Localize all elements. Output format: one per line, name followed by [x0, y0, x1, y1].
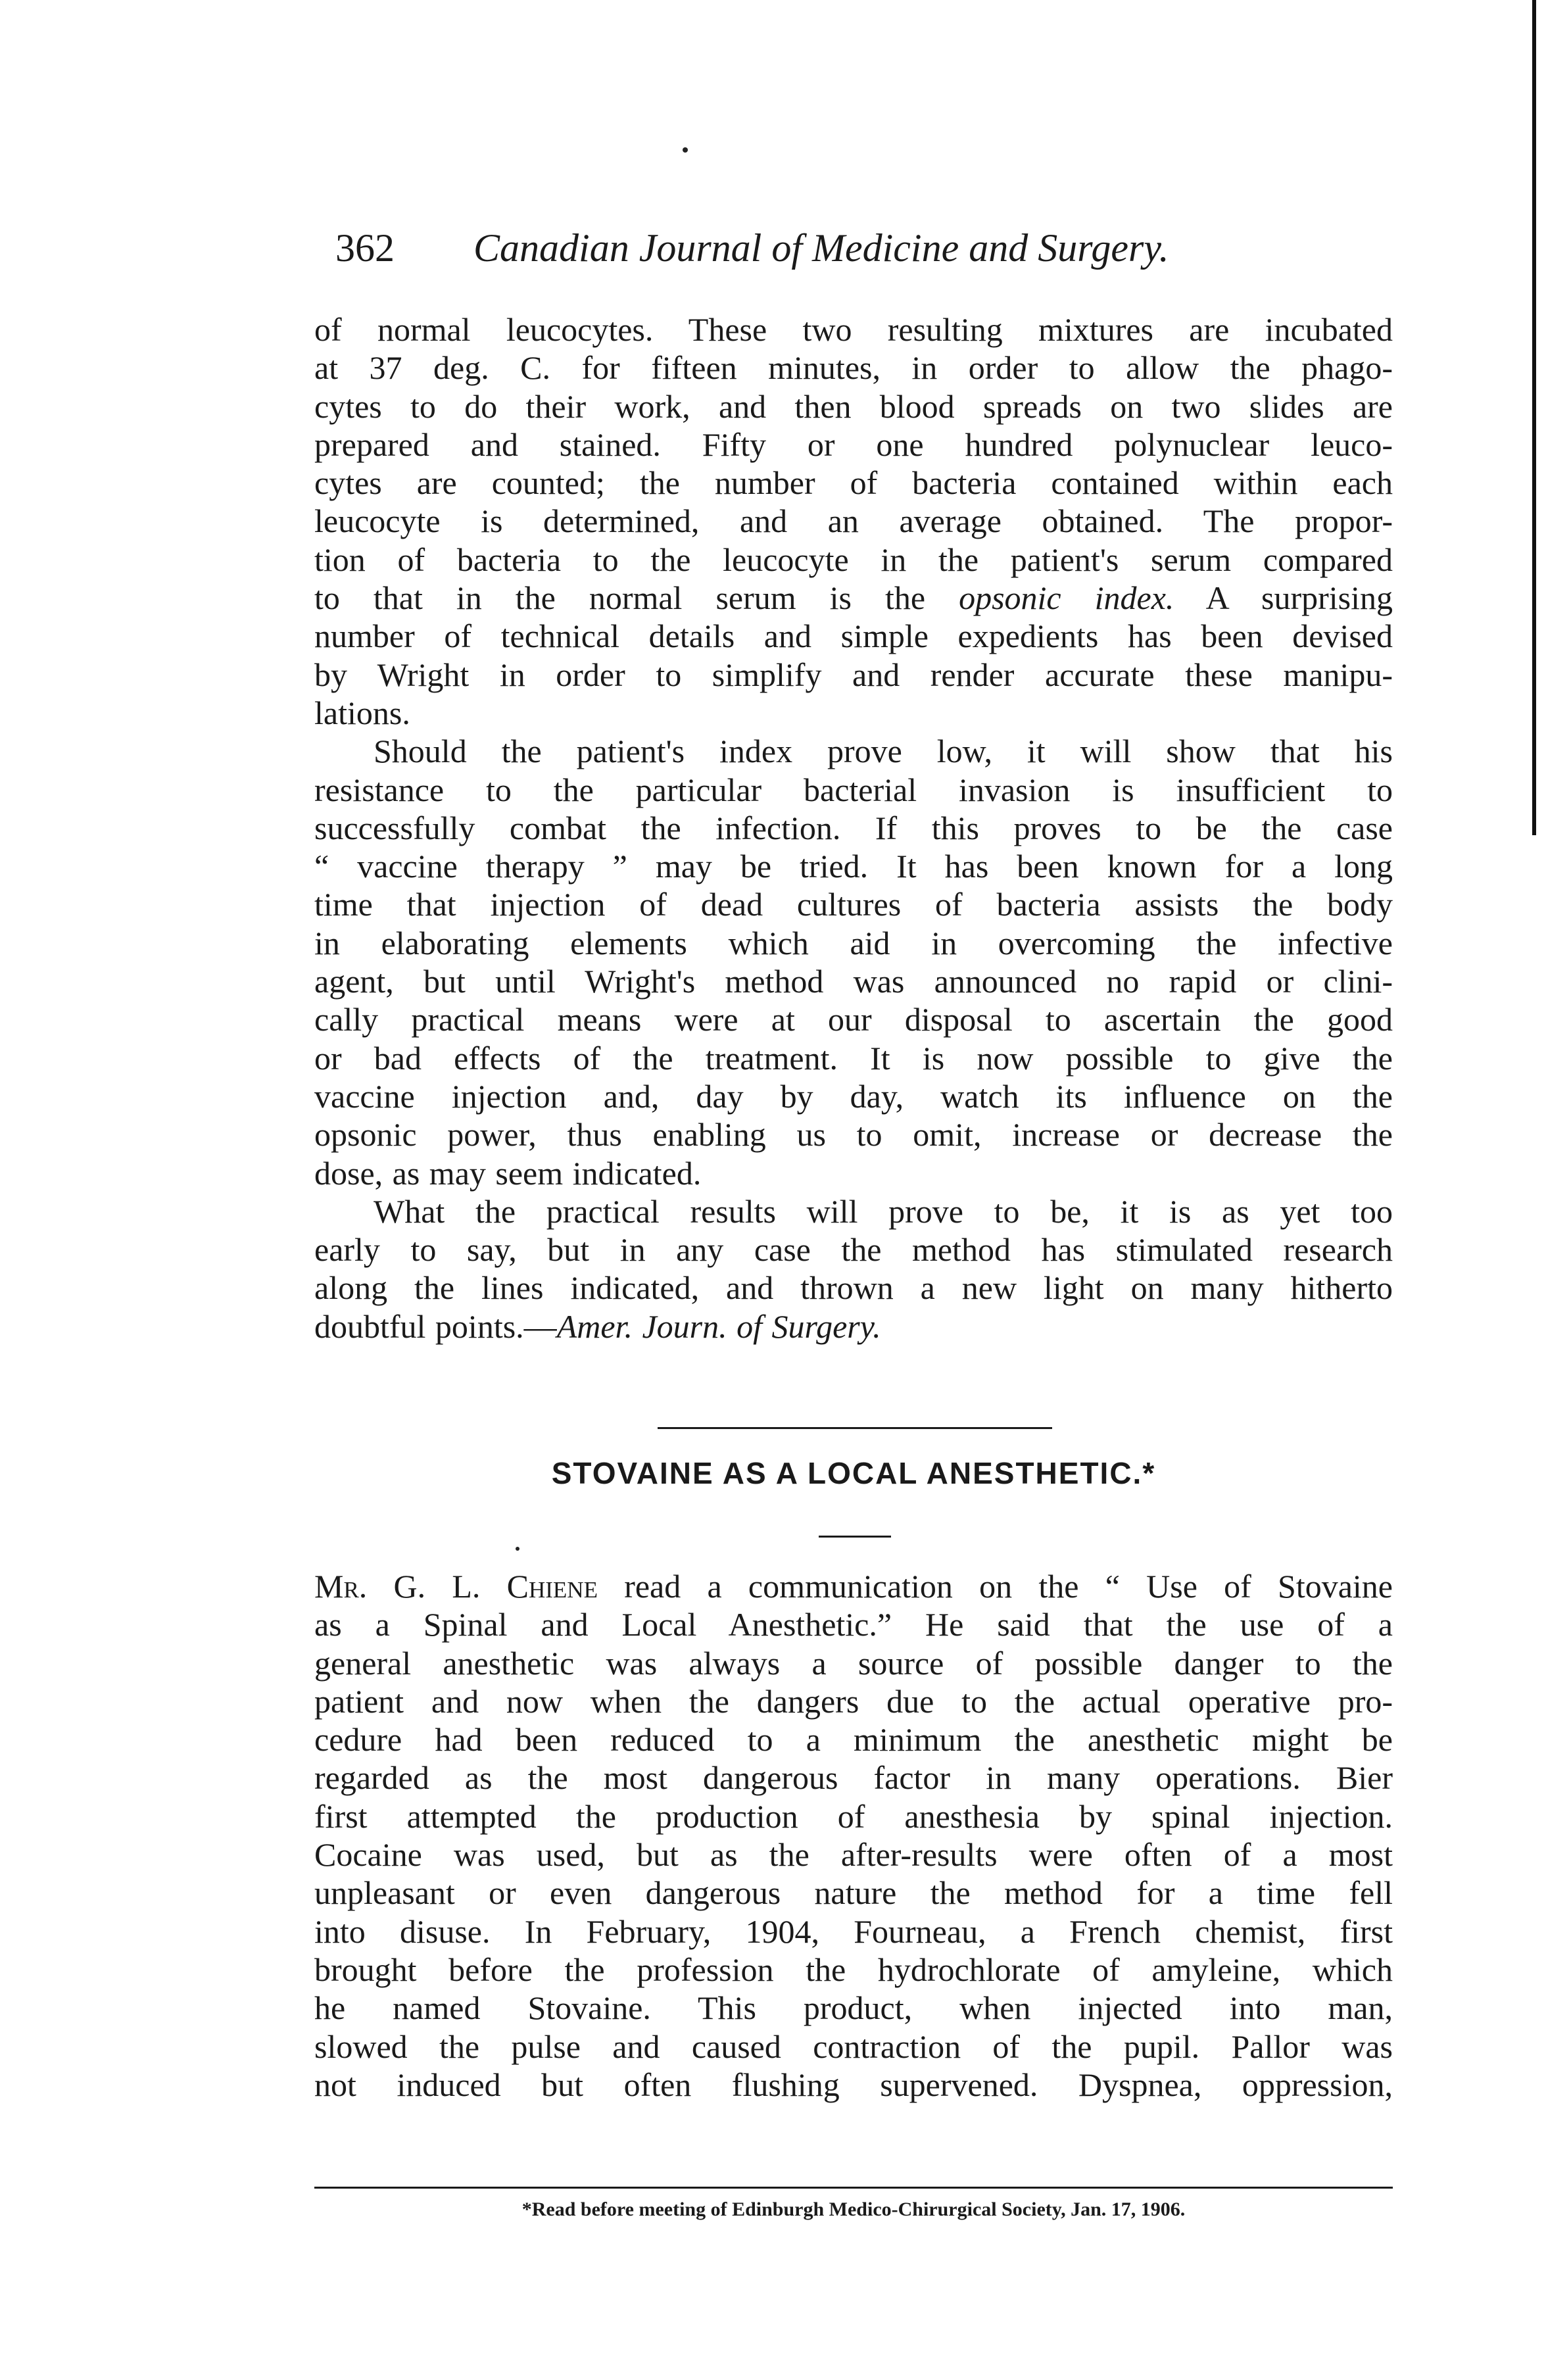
text-line: in elaborating elements which aid in overcoming the infective	[314, 924, 1393, 961]
text-run: A surprising	[1205, 579, 1393, 617]
paragraph-practical-results	[314, 1192, 1393, 1346]
paragraph-stovaine	[314, 1567, 1393, 2104]
text-line: successfully combat the infection. If this proves to be the case	[314, 809, 1393, 846]
article-continuation	[314, 310, 1393, 1346]
citation-source: Amer. Journ. of Surgery.	[556, 1307, 881, 1345]
article-title: STOVAINE AS A LOCAL ANESTHETIC.*	[551, 1456, 1156, 1490]
text-line: general anesthetic was always a source of possible danger to the	[314, 1644, 1393, 1682]
running-header	[309, 218, 1394, 278]
text-line: by Wright in order to simplify and render accurate these manipu-	[314, 656, 1393, 693]
text-line: opsonic power, thus enabling us to omit, increase or decrease the	[314, 1116, 1393, 1154]
text-line: cytes are counted; the number of bacteria contained within each	[314, 464, 1393, 502]
text-line: “ vaccine therapy ” may be tried. It has been known for a long	[314, 848, 1393, 885]
text-line: leucocyte is determined, and an average obtained. The propor-	[314, 502, 1393, 540]
text-line: resistance to the particular bacterial invasion is insufficient to	[314, 771, 1393, 808]
text-line: number of technical details and simple expedients has been devised	[314, 618, 1393, 655]
footnote-rule	[314, 2187, 1393, 2189]
text-line: vaccine injection and, day by day, watch its influence on the	[314, 1077, 1393, 1115]
text-line: unpleasant or even dangerous nature the method for a time fell	[314, 1874, 1393, 1912]
text-run: read a communication on the “ Use of Stovaine	[624, 1568, 1393, 1605]
text-line: cedure had been reduced to a minimum the anesthetic might be	[314, 1721, 1393, 1759]
text-line: Cocaine was used, but as the after-results were often of a most	[314, 1836, 1393, 1874]
scan-edge-rule	[1532, 0, 1536, 835]
text-line: into disuse. In February, 1904, Fourneau, a French chemist, first	[314, 1912, 1393, 1950]
article-stovaine	[314, 1567, 1393, 2104]
speck	[516, 1547, 519, 1551]
running-title: Canadian Journal of Medicine and Surgery.	[473, 226, 1169, 270]
text-line: of normal leucocytes. These two resulting mixtures are incubated	[314, 311, 1393, 348]
text-line	[314, 1567, 1393, 1605]
section-divider	[658, 1427, 1052, 1429]
text-line	[314, 1307, 1393, 1346]
text-line: dose, as may seem indicated.	[314, 1154, 702, 1192]
text-line: agent, but until Wright's method was announced no rapid or clini-	[314, 963, 1393, 1000]
text-line: tion of bacteria to the leucocyte in the patient's serum compared	[314, 541, 1393, 578]
text-line: lations.	[314, 694, 410, 731]
emphasis-opsonic-index: opsonic index.	[959, 579, 1174, 617]
text-line: regarded as the most dangerous factor in many operations. Bier	[314, 1759, 1393, 1797]
text-line: Should the patient's index prove low, it will show that his	[374, 733, 1393, 770]
author-name: Mr. G. L. Chiene	[314, 1568, 598, 1605]
text-line: patient and now when the dangers due to the actual operative pro-	[314, 1682, 1393, 1720]
footnote: *Read before meeting of Edinburgh Medico-Chirurgical Society, Jan. 17, 1906.	[521, 2198, 1186, 2220]
text-line: cytes to do their work, and then blood spreads on two slides are	[314, 387, 1393, 425]
text-line: as a Spinal and Local Anesthetic.” He said that the use of a	[314, 1606, 1393, 1643]
text-run: doubtful points.—	[314, 1307, 557, 1345]
text-line: time that injection of dead cultures of bacteria assists the body	[314, 886, 1393, 923]
text-run: to that in the normal serum is the	[314, 579, 926, 617]
paragraph-opsonic-method	[314, 310, 1393, 732]
text-line: What the practical results will prove to be, it is as yet too	[374, 1192, 1393, 1230]
page-number: 362	[335, 226, 395, 270]
text-line: at 37 deg. C. for fifteen minutes, in order to allow the phago-	[314, 349, 1393, 387]
text-line: slowed the pulse and caused contraction of the pupil. Pallor was	[314, 2028, 1393, 2065]
speck	[683, 147, 688, 153]
text-line: brought before the profession the hydrochlorate of amyleine, which	[314, 1951, 1393, 1988]
text-line: prepared and stained. Fifty or one hundred polynuclear leuco-	[314, 425, 1393, 463]
paragraph-vaccine-therapy	[314, 732, 1393, 1192]
text-line: or bad effects of the treatment. It is now possible to give the	[314, 1039, 1393, 1077]
title-underline-rule	[819, 1536, 891, 1538]
text-line: along the lines indicated, and thrown a new light on many hitherto	[314, 1269, 1393, 1307]
text-line: he named Stovaine. This product, when injected into man,	[314, 1989, 1393, 2027]
text-line: early to say, but in any case the method has stimulated research	[314, 1231, 1393, 1269]
text-line	[314, 579, 1393, 617]
text-line: not induced but often flushing supervened. Dyspnea, oppression,	[314, 2066, 1393, 2103]
text-line: first attempted the production of anesthesia by spinal injection.	[314, 1797, 1393, 1835]
text-line: cally practical means were at our disposal to ascertain the good	[314, 1001, 1393, 1038]
